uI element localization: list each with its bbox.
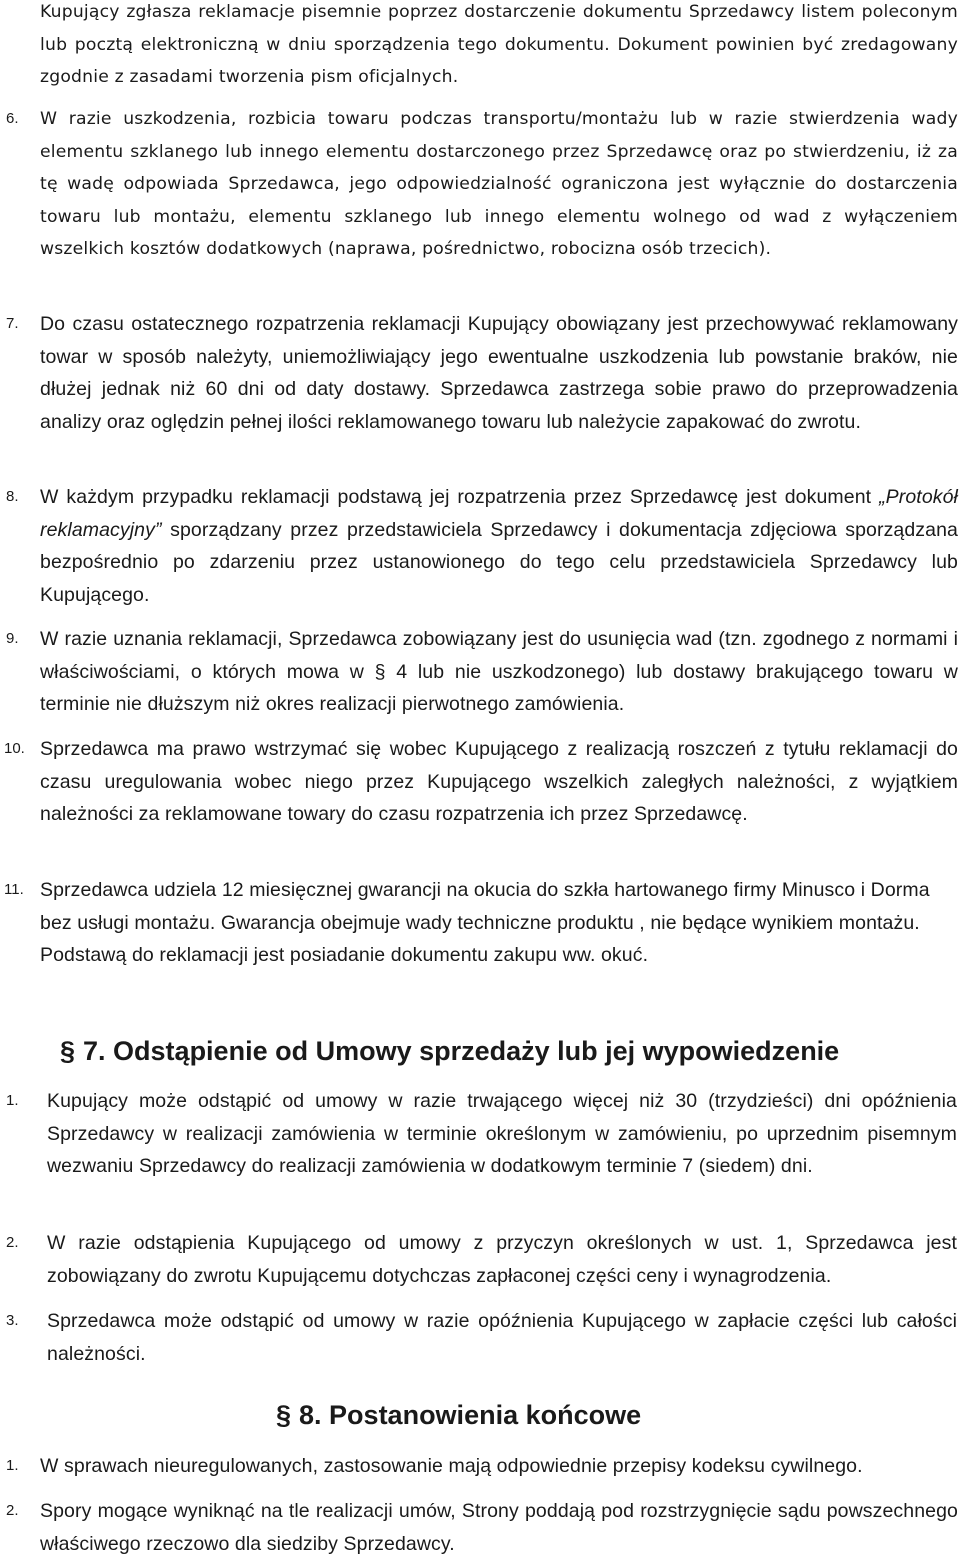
s8-item-1-number: 1. xyxy=(6,1457,19,1474)
item-10-text: Sprzedawca ma prawo wstrzymać się wobec Kupującego z realizacją roszczeń z tytułu reklamacji do czasu uregulowania wobec niego przez Kupującego wszelkich zaległych należności, z wyjątkiem należności za reklamowane towary do czasu rozpatrzenia ich przez Sprzedawcę. xyxy=(40,738,958,825)
protocol-title: „Protokół reklamacyjny” xyxy=(40,486,958,541)
s7-item-1-text: Kupujący może odstąpić od umowy w razie trwającego więcej niż 30 (trzydzieści) dni opóźnienia Sprzedawcy w realizacji zamówienia w terminie określonym w zamówieniu, po uprzednim pisemnym wezwaniu Sprzedawcy do realizacji zamówienia w dodatkowym terminie 7 (siedem) dni. xyxy=(47,1090,957,1177)
item-11-text: Sprzedawca udziela 12 miesięcznej gwarancji na okucia do szkła hartowanego firmy Minusco i Dorma bez usługi montażu. Gwarancja obejmuje wady techniczne produktu , nie będące wynikiem montażu. Podstawą do reklamacji jest posiadanie dokumentu zakupu ww. okuć. xyxy=(40,879,930,966)
s7-item-3-text: Sprzedawca może odstąpić od umowy w razie opóźnienia Kupującego w zapłacie części lub całości należności. xyxy=(47,1310,957,1365)
item-10-number: 10. xyxy=(4,740,25,757)
item-8-text-end: sporządzany przez przedstawiciela Sprzedawcy i dokumentacja zdjęciowa sporządzana bezpośrednio po zdarzeniu przez ustanowionego do tego celu przedstawiciela Sprzedawcy lub Kupującego. xyxy=(40,518,958,606)
paragraph-sign: § xyxy=(276,1400,292,1430)
item-6-number: 6. xyxy=(6,110,19,127)
s7-item-3-number: 3. xyxy=(6,1312,19,1329)
section-7-heading xyxy=(60,1034,839,1068)
s7-item-2-number: 2. xyxy=(6,1234,19,1251)
item-9-text: W razie uznania reklamacji, Sprzedawca zobowiązany jest do usunięcia wad (tzn. zgodnego z normami i właściwościami, o których mowa w § 4 lub nie uszkodzonego) lub dostawy brakującego towaru w terminie nie dłuższym niż okres realizacji pierwotnego zamówienia. xyxy=(40,628,958,715)
item-7-text: Do czasu ostatecznego rozpatrzenia reklamacji Kupujący obowiązany jest przechowywać reklamowany towar w sposób należyty, uniemożliwiający jego ewentualne uszkodzenia lub powstanie braków, nie dłużej jednak niż 60 dni od daty dostawy. Sprzedawca zastrzega sobie prawo do przeprowadzenia analizy oraz oględzin pełnej ilości reklamowanego towaru lub należycie zapakować do zwrotu. xyxy=(40,313,958,433)
s7-item-1-number: 1. xyxy=(6,1092,19,1109)
item-8-number: 8. xyxy=(6,488,19,505)
item-8-text-start: W każdym przypadku reklamacji podstawą jej rozpatrzenia przez Sprzedawcę jest dokument xyxy=(40,486,880,508)
s8-item-2-text: Spory mogące wyniknąć na tle realizacji umów, Strony poddają pod rozstrzygnięcie sądu powszechnego właściwego rzeczowo dla siedziby Sprzedawcy. xyxy=(40,1500,958,1555)
paragraph-sign: § xyxy=(60,1036,76,1066)
section-8-heading xyxy=(276,1398,641,1432)
s7-item-2-text: W razie odstąpienia Kupującego od umowy z przyczyn określonych w ust. 1, Sprzedawca jest zobowiązany do zwrotu Kupującemu dotychczas zapłaconej części ceny i wynagrodzenia. xyxy=(47,1232,957,1287)
item-7-number: 7. xyxy=(6,315,19,332)
section-8-title: 8. Postanowienia końcowe xyxy=(299,1400,642,1430)
item-11-number: 11. xyxy=(4,881,24,898)
s8-item-2-number: 2. xyxy=(6,1502,19,1519)
intro-paragraph: Kupujący zgłasza reklamacje pisemnie poprzez dostarczenie dokumentu Sprzedawcy listem poleconym lub pocztą elektroniczną w dniu sporządzenia tego dokumentu. Dokument powinien być zredagowany zgodnie z zasadami tworzenia pism oficjalnych. xyxy=(40,2,958,87)
section-7-title: 7. Odstąpienie od Umowy sprzedaży lub jej wypowiedzenie xyxy=(83,1036,840,1066)
item-9-number: 9. xyxy=(6,630,19,647)
item-6-text: W razie uszkodzenia, rozbicia towaru podczas transportu/montażu lub w razie stwierdzenia wady elementu szklanego lub innego elementu dostarczonego przez Sprzedawcę oraz po stwierdzeniu, iż za tę wadę odpowiada Sprzedawca, jego odpowiedzialność ograniczona jest wyłącznie do dostarczenia towaru lub montażu, elementu szklanego lub innego elementu wolnego od wad z wyłączeniem wszelkich kosztów dodatkowych (naprawa, pośrednictwo, robocizna osób trzecich). xyxy=(40,109,958,259)
s8-item-1-text: W sprawach nieuregulowanych, zastosowanie mają odpowiednie przepisy kodeksu cywilnego. xyxy=(40,1455,863,1477)
item-8-text xyxy=(40,481,958,611)
